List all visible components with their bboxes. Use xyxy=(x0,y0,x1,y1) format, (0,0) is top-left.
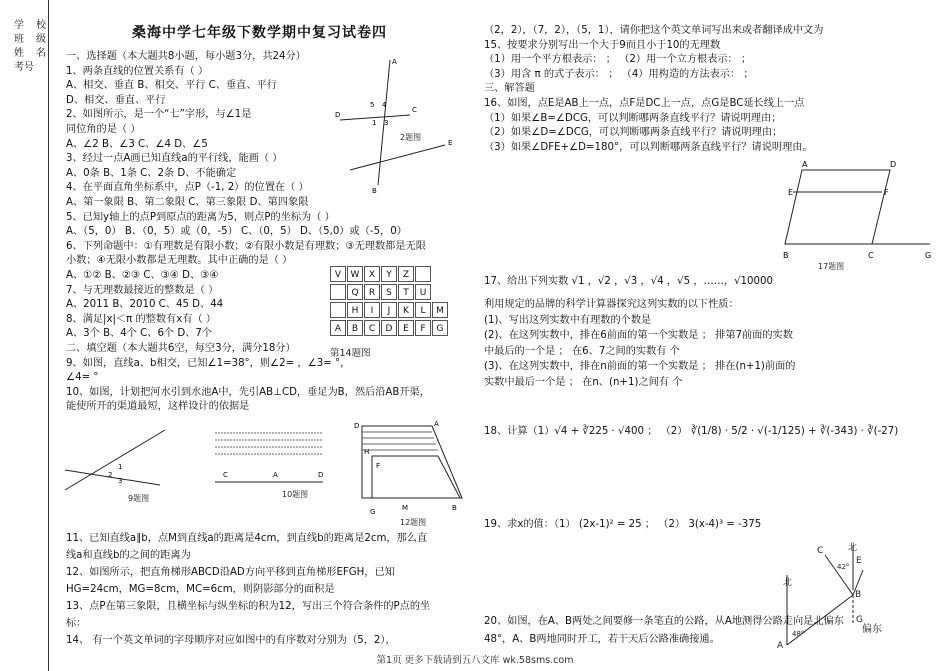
left-line-12: A、（5，0） B、（0，5）或（0，-5） C、（0，5） D、（5,0）或（-5，0） xyxy=(66,226,407,238)
grid-cell: M xyxy=(432,302,448,318)
grid-cell: U xyxy=(415,284,431,300)
left-line-13: 6、下列命题中：①有理数是有限小数；②有限小数是有理数；③无理数都是无限 xyxy=(66,240,426,252)
figure-14-caption: 第14题图 xyxy=(330,348,371,359)
question-17-line-0: 利用规定的品牌的科学计算器探究这列实数的以下性质： xyxy=(484,299,739,310)
question-19: 19、求x的值：（1） (2x-1)² = 25 ； （2） 3(x-4)³ = -375 xyxy=(484,519,762,530)
svg-text:F: F xyxy=(884,188,889,197)
left-line-4: 2、如图所示，是一个“七”字形，与∠1是 xyxy=(66,109,252,121)
right-line-0: （2，2），（7，2），（5，1），请你把这个英文单词写出来或者翻译成中文为 xyxy=(484,25,824,36)
left-line-17: A、2011 B、2010 C、45 D、44 xyxy=(66,299,224,311)
left-lower-line-3: HG=24cm，MG=8cm，MC=6cm，则阴影部分的面积是 xyxy=(66,584,335,595)
svg-text:D: D xyxy=(890,160,897,169)
student-info-sidebar xyxy=(0,0,49,671)
svg-text:B: B xyxy=(783,251,789,260)
svg-text:D: D xyxy=(354,422,360,430)
grid-cell: D xyxy=(381,320,397,336)
point-e-label: E xyxy=(856,556,862,566)
grid-cell: S xyxy=(381,284,397,300)
left-line-24: 能使所开的渠道最短，这样设计的依据是 xyxy=(66,401,250,413)
figure-17-caption: 17题图 xyxy=(818,262,845,271)
svg-text:5: 5 xyxy=(370,101,375,109)
grid-cell: V xyxy=(330,266,346,282)
figure-12 xyxy=(352,418,472,518)
grid-cell xyxy=(415,266,431,282)
grid-cell: F xyxy=(415,320,431,336)
question-17-line-1: (1)、写出这列实数中有理数的个数是 xyxy=(484,314,652,326)
question-17-line-4: (3)、在这列实数中，排在n前面的第一个实数是 ； 排在(n+1)前面的 xyxy=(484,361,796,372)
svg-text:A: A xyxy=(273,471,278,479)
left-line-22: ∠4= ° xyxy=(66,372,99,384)
figure-2-caption: 2题图 xyxy=(400,133,422,142)
svg-text:G: G xyxy=(925,251,932,260)
grid-cell: B xyxy=(347,320,363,336)
figure-12-caption: 12题图 xyxy=(400,518,427,527)
name-label-1: 姓 xyxy=(14,48,24,59)
page-footer: 第1页 更多下载请到五八文库 wk.58sms.com xyxy=(376,655,574,666)
angle-42-label: 42° xyxy=(837,563,850,571)
left-line-8: A、0条 B、1条 C、2条 D、不能确定 xyxy=(66,167,237,179)
left-line-19: A、3个 B、4个 C、6个 D、7个 xyxy=(66,328,213,340)
grid-cell: H xyxy=(347,302,363,318)
left-line-9: 4、在平面直角坐标系中，点P（-1, 2）的位置在（ ） xyxy=(66,182,309,194)
point-g-label: G xyxy=(856,615,863,625)
svg-text:2: 2 xyxy=(108,471,113,479)
left-line-0: 一、选择题（本大题共8小题，每小题3分，共24分） xyxy=(66,51,306,62)
point-c-label: C xyxy=(817,546,824,556)
grid-cell: X xyxy=(364,266,380,282)
right-line-5: 16、如图，点E是AB上一点，点F是DC上一点，点G是BC延长线上一点 xyxy=(484,98,805,109)
north-label-a: 北 xyxy=(783,578,793,588)
right-line-3: （3）用含 π 的式子表示： ； （4）用构造的方法表示： ； xyxy=(484,68,754,80)
left-line-10: A、第一象限 B、第二象限 C、第三象限 D、第四象限 xyxy=(66,197,309,208)
left-line-6: A、∠2 B、∠3 C、∠4 D、∠5 xyxy=(66,138,208,150)
left-lower-line-1: 线a和直线b的之间的距离为 xyxy=(66,550,191,561)
left-line-16: 7、与无理数最接近的整数是（ ） xyxy=(66,284,219,296)
left-lower-line-4: 13、点P在第三象限，且横坐标与纵坐标的积为12，写出三个符合条件的P点的坐 xyxy=(66,601,431,612)
school-label-1: 学 xyxy=(14,20,24,31)
grid-cell: R xyxy=(364,284,380,300)
grid-cell: L xyxy=(415,302,431,318)
figure-14-grid xyxy=(330,266,460,344)
left-line-15: A、①② B、②③ C、③④ D、③④ xyxy=(66,270,219,281)
svg-text:B: B xyxy=(452,504,457,512)
exam-number-label: 考号 xyxy=(14,62,34,73)
class-label-2: 级 xyxy=(36,34,46,45)
svg-text:M: M xyxy=(402,504,409,512)
grid-cell: W xyxy=(347,266,363,282)
svg-text:D: D xyxy=(318,471,324,479)
svg-text:C: C xyxy=(412,106,417,114)
right-line-2: （1）用一个平方根表示： ； （2）用一个立方根表示： ； xyxy=(484,54,752,66)
grid-cell: K xyxy=(398,302,414,318)
point-b-label: B xyxy=(855,590,862,600)
svg-text:C: C xyxy=(868,251,874,260)
left-line-11: 5、已知y轴上的点P到原点的距离为5，则点P的坐标为（ ） xyxy=(66,211,335,223)
left-lower-line-0: 11、已知直线a∥b，点M到直线a的距离是4cm，到直线b的距离是2cm，那么直 xyxy=(66,533,428,544)
svg-text:A: A xyxy=(802,160,808,169)
svg-text:F: F xyxy=(376,462,381,470)
question-20-line-2: 48°，A、B两地同时开工，若干天后公路准确接通。 xyxy=(484,634,720,645)
left-lower-line-6: 14、 有一个英文单词的字母顺序对应如图中的有序数对分别为（5，2）， xyxy=(66,635,396,646)
svg-text:A: A xyxy=(434,420,439,428)
svg-text:3: 3 xyxy=(384,119,389,127)
svg-text:1: 1 xyxy=(372,119,377,127)
svg-text:E: E xyxy=(788,188,794,197)
grid-cell: E xyxy=(398,320,414,336)
grid-cell: G xyxy=(432,320,448,336)
grid-cell: C xyxy=(364,320,380,336)
question-17-line-2: (2)、在这列实数中，排在6前面的第一个实数是 ； 排第7前面的实数 xyxy=(484,330,793,341)
right-line-4: 三、解答题 xyxy=(484,83,535,95)
figure-10-caption: 10题图 xyxy=(282,490,309,499)
page-title: 桑海中学七年级下数学期中复习试卷四 xyxy=(132,25,387,41)
class-label-1: 班 xyxy=(14,34,24,45)
grid-cell: J xyxy=(381,302,397,318)
right-line-8: （3）如果∠DFE+∠D=180°，可以判断哪两条直线平行？请说明理由。 xyxy=(484,141,813,153)
svg-text:A: A xyxy=(392,58,397,66)
svg-text:E: E xyxy=(448,139,453,147)
north-label-b: 北 xyxy=(848,543,858,553)
svg-text:4: 4 xyxy=(382,101,387,109)
left-line-5: 同位角的是（ ） xyxy=(66,124,141,135)
svg-text:D: D xyxy=(335,111,341,119)
left-line-21: 9、如图，直线a、b相交，已知∠1=38°，则∠2= ，∠3= °， xyxy=(66,357,351,369)
question-17-line-5: 实数中最后一个是 ； 在n、(n+1)之间有 个 xyxy=(484,376,683,388)
grid-cell xyxy=(330,302,346,318)
grid-cell: Z xyxy=(398,266,414,282)
question-17-head: 17、给出下列实数 √1 ，√2 ，√3 ，√4 ，√5 ，……，√10000 xyxy=(484,276,773,287)
grid-cell: I xyxy=(364,302,380,318)
east-direction-label: 偏东 xyxy=(862,624,882,635)
point-a-label: A xyxy=(777,641,784,651)
left-line-20: 二、填空题（本大题共6空，每空3分，满分18分） xyxy=(66,343,296,354)
figure-17 xyxy=(780,162,940,262)
figure-2 xyxy=(330,55,460,195)
right-line-7: （2）如果∠D=∠DCG，可以判断哪两条直线平行？请说明理由； xyxy=(484,127,783,139)
figure-9-caption: 9题图 xyxy=(128,494,150,503)
grid-cell: A xyxy=(330,320,346,336)
svg-text:B: B xyxy=(372,187,377,195)
left-line-1: 1、两条直线的位置关系有（ ） xyxy=(66,65,209,77)
question-18: 18、计算（1）√4 + ∛225 · √400 ； （2） ∛(1/8) · 5/2 · √(-1/125) + ∛(-343) · ∛(-27) xyxy=(484,426,899,437)
right-line-1: 15、按要求分别写出一个大于9而且小于10的无理数 xyxy=(484,39,721,51)
right-line-6: （1）如果∠B=∠DCG，可以判断哪两条直线平行？请说明理由； xyxy=(484,112,782,124)
grid-cell: T xyxy=(398,284,414,300)
left-line-3: D、相交、垂直、平行 xyxy=(66,94,166,106)
left-line-23: 10、如图，计划把河水引到水池A中，先引AB⊥CD，垂足为B，然后沿AB开渠， xyxy=(66,386,430,398)
left-line-18: 8、满足|x|＜π 的整数有x有（ ） xyxy=(66,313,217,325)
grid-cell xyxy=(330,284,346,300)
svg-text:G: G xyxy=(370,508,376,516)
question-17-line-3: 中最后的一个是 ； 在6、7之间的实数有 个 xyxy=(484,345,680,357)
svg-text:C: C xyxy=(223,471,228,479)
left-line-14: 小数；④无限小数都是无理数。其中正确的是（ ） xyxy=(66,255,293,267)
svg-text:1: 1 xyxy=(118,463,123,471)
figure-10 xyxy=(215,430,325,500)
school-label-2: 校 xyxy=(36,20,46,31)
grid-cell: Y xyxy=(381,266,397,282)
left-line-7: 3、经过一点A画已知直线a的平行线，能画（ ） xyxy=(66,153,283,165)
name-label-2: 名 xyxy=(36,48,46,59)
left-lower-line-5: 标： xyxy=(66,618,87,629)
left-lower-line-2: 12、如图所示，把直角梯形ABCD沿AD方向平移到直角梯形EFGH，已知 xyxy=(66,567,395,578)
grid-cell: Q xyxy=(347,284,363,300)
svg-text:H: H xyxy=(364,448,370,456)
angle-48-label: 48° xyxy=(792,630,805,638)
figure-9 xyxy=(60,425,170,495)
left-line-2: A、相交、垂直 B、相交、平行 C、垂直、平行 xyxy=(66,80,277,92)
svg-text:3: 3 xyxy=(118,477,123,485)
question-20-line-1: 20、如图，在A、B两处之间要修一条笔直的公路，从A地测得公路走向是北偏东 xyxy=(484,616,844,627)
